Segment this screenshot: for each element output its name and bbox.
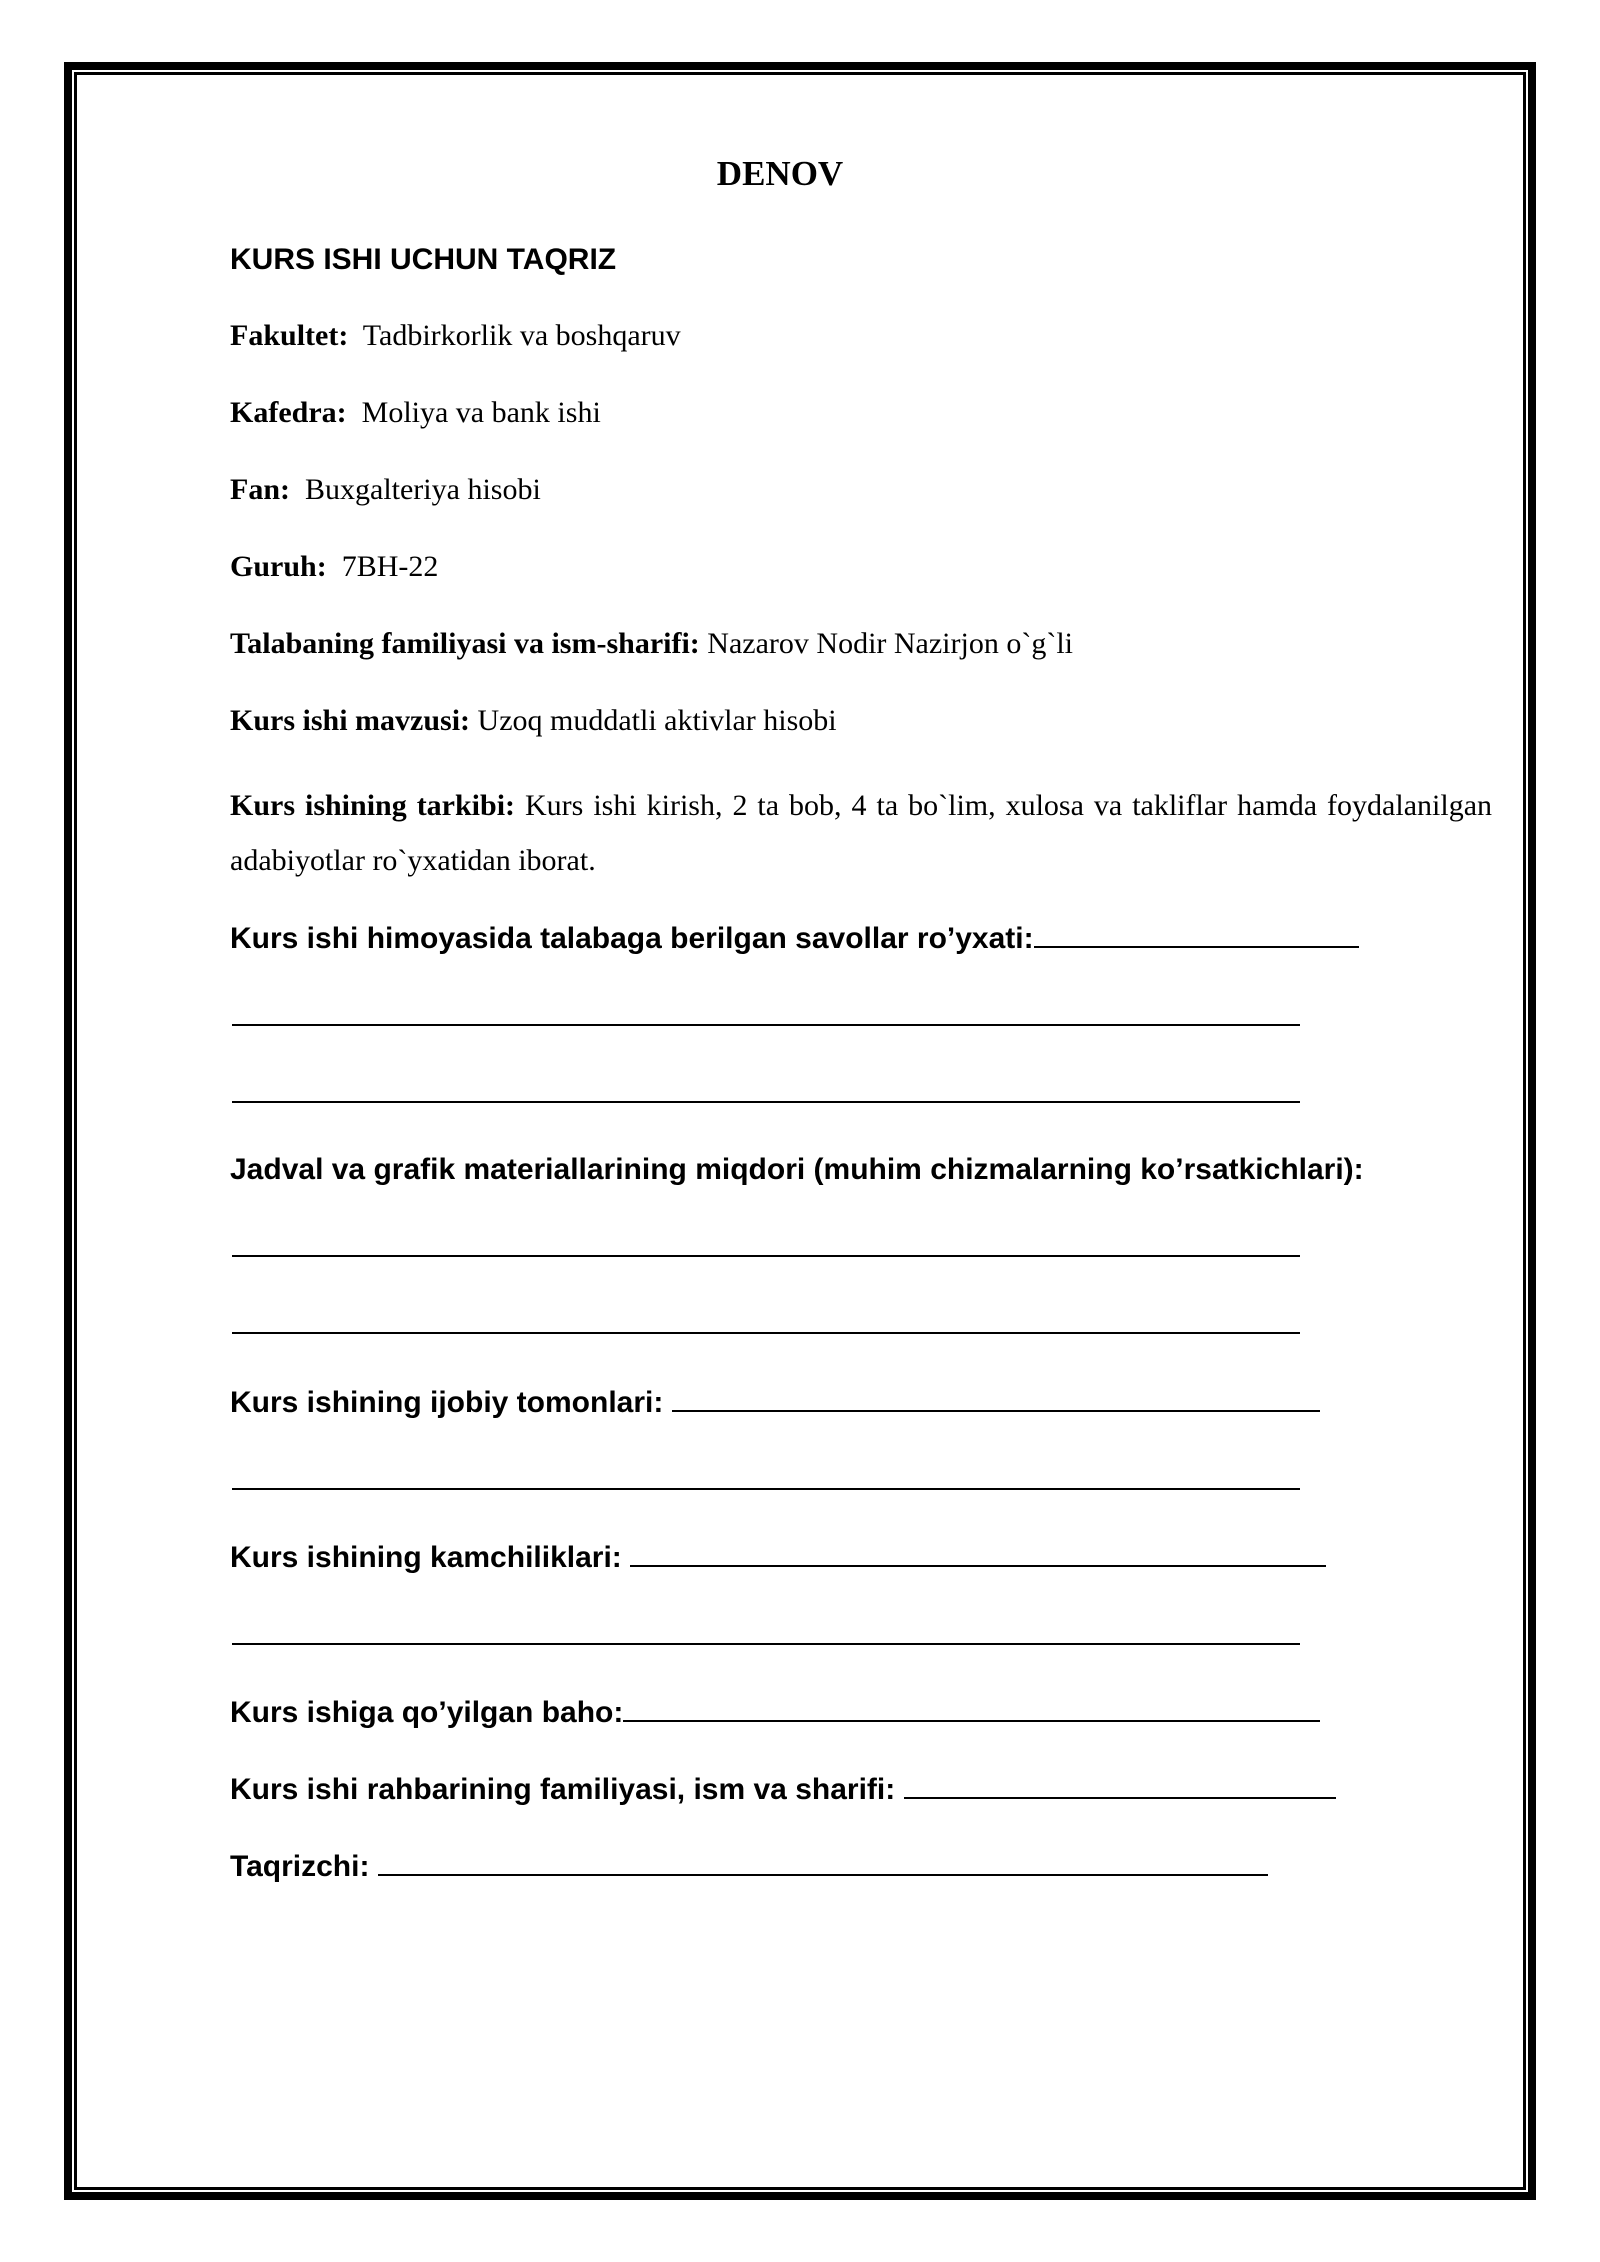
- answer-blank[interactable]: [623, 1692, 1320, 1722]
- field-mavzu: [230, 701, 837, 741]
- question-label: Kurs ishiga qo’yilgan baho:: [230, 1696, 624, 1729]
- positive-aspects-label: [230, 1382, 1320, 1423]
- field-value: Uzoq muddatli aktivlar hisobi: [477, 704, 837, 737]
- field-value: Moliya va bank ishi: [361, 396, 601, 429]
- field-guruh: [230, 547, 438, 587]
- materials-label: [230, 1150, 1364, 1190]
- field-kafedra: [230, 393, 601, 433]
- answer-blank[interactable]: [904, 1769, 1336, 1799]
- questions-list-label: [230, 918, 1359, 959]
- answer-blank[interactable]: [378, 1846, 1268, 1876]
- field-label: Talabaning familiyasi va ism-sharifi:: [230, 627, 700, 660]
- field-value: Tadbirkorlik va boshqaruv: [362, 319, 681, 352]
- field-fakultet: [230, 316, 681, 356]
- answer-blank[interactable]: [1034, 918, 1359, 948]
- answer-line[interactable]: [232, 1024, 1300, 1026]
- answer-line[interactable]: [232, 1101, 1300, 1103]
- document-title: DENOV: [716, 154, 844, 193]
- field-value: 7BH-22: [341, 550, 439, 583]
- answer-line[interactable]: [232, 1643, 1300, 1645]
- supervisor-label: [230, 1769, 1336, 1810]
- question-label: Kurs ishining kamchiliklari:: [230, 1541, 622, 1574]
- question-label: Kurs ishi himoyasida talabaga berilgan savollar ro’yxati:: [230, 922, 1034, 955]
- document-subtitle: KURS ISHI UCHUN TAQRIZ: [230, 243, 617, 276]
- field-tarkib: [230, 778, 1492, 888]
- field-value: Nazarov Nodir Nazirjon o`g`li: [707, 627, 1073, 660]
- grade-label: [230, 1692, 1320, 1733]
- answer-line[interactable]: [232, 1332, 1300, 1334]
- answer-blank[interactable]: [672, 1382, 1320, 1412]
- answer-line[interactable]: [232, 1488, 1300, 1490]
- field-talaba: [230, 624, 1073, 664]
- reviewer-label: [230, 1846, 1268, 1887]
- field-label: Fakultet:: [230, 319, 349, 352]
- answer-blank[interactable]: [630, 1537, 1326, 1567]
- field-value: Buxgalteriya hisobi: [305, 473, 541, 506]
- answer-line[interactable]: [232, 1255, 1300, 1257]
- shortcomings-label: [230, 1537, 1326, 1578]
- question-label: Kurs ishi rahbarining familiyasi, ism va sharifi:: [230, 1773, 896, 1806]
- field-label: Kafedra:: [230, 396, 347, 429]
- field-label: Kurs ishining tarkibi:: [230, 789, 516, 822]
- field-value: Kurs ishi kirish, 2 ta bob, 4 ta bo`lim, xulosa va takliflar hamda foydalanilgan adabiyotlar ro`yxatidan iborat.: [230, 789, 1493, 877]
- field-label: Fan:: [230, 473, 290, 506]
- field-fan: [230, 470, 541, 510]
- field-label: Guruh:: [230, 550, 327, 583]
- question-label: Taqrizchi:: [230, 1850, 370, 1883]
- question-label: Jadval va grafik materiallarining miqdori (muhim chizmalarning ko’rsatkichlari):: [230, 1153, 1364, 1186]
- question-label: Kurs ishining ijobiy tomonlari:: [230, 1386, 664, 1419]
- field-label: Kurs ishi mavzusi:: [230, 704, 471, 737]
